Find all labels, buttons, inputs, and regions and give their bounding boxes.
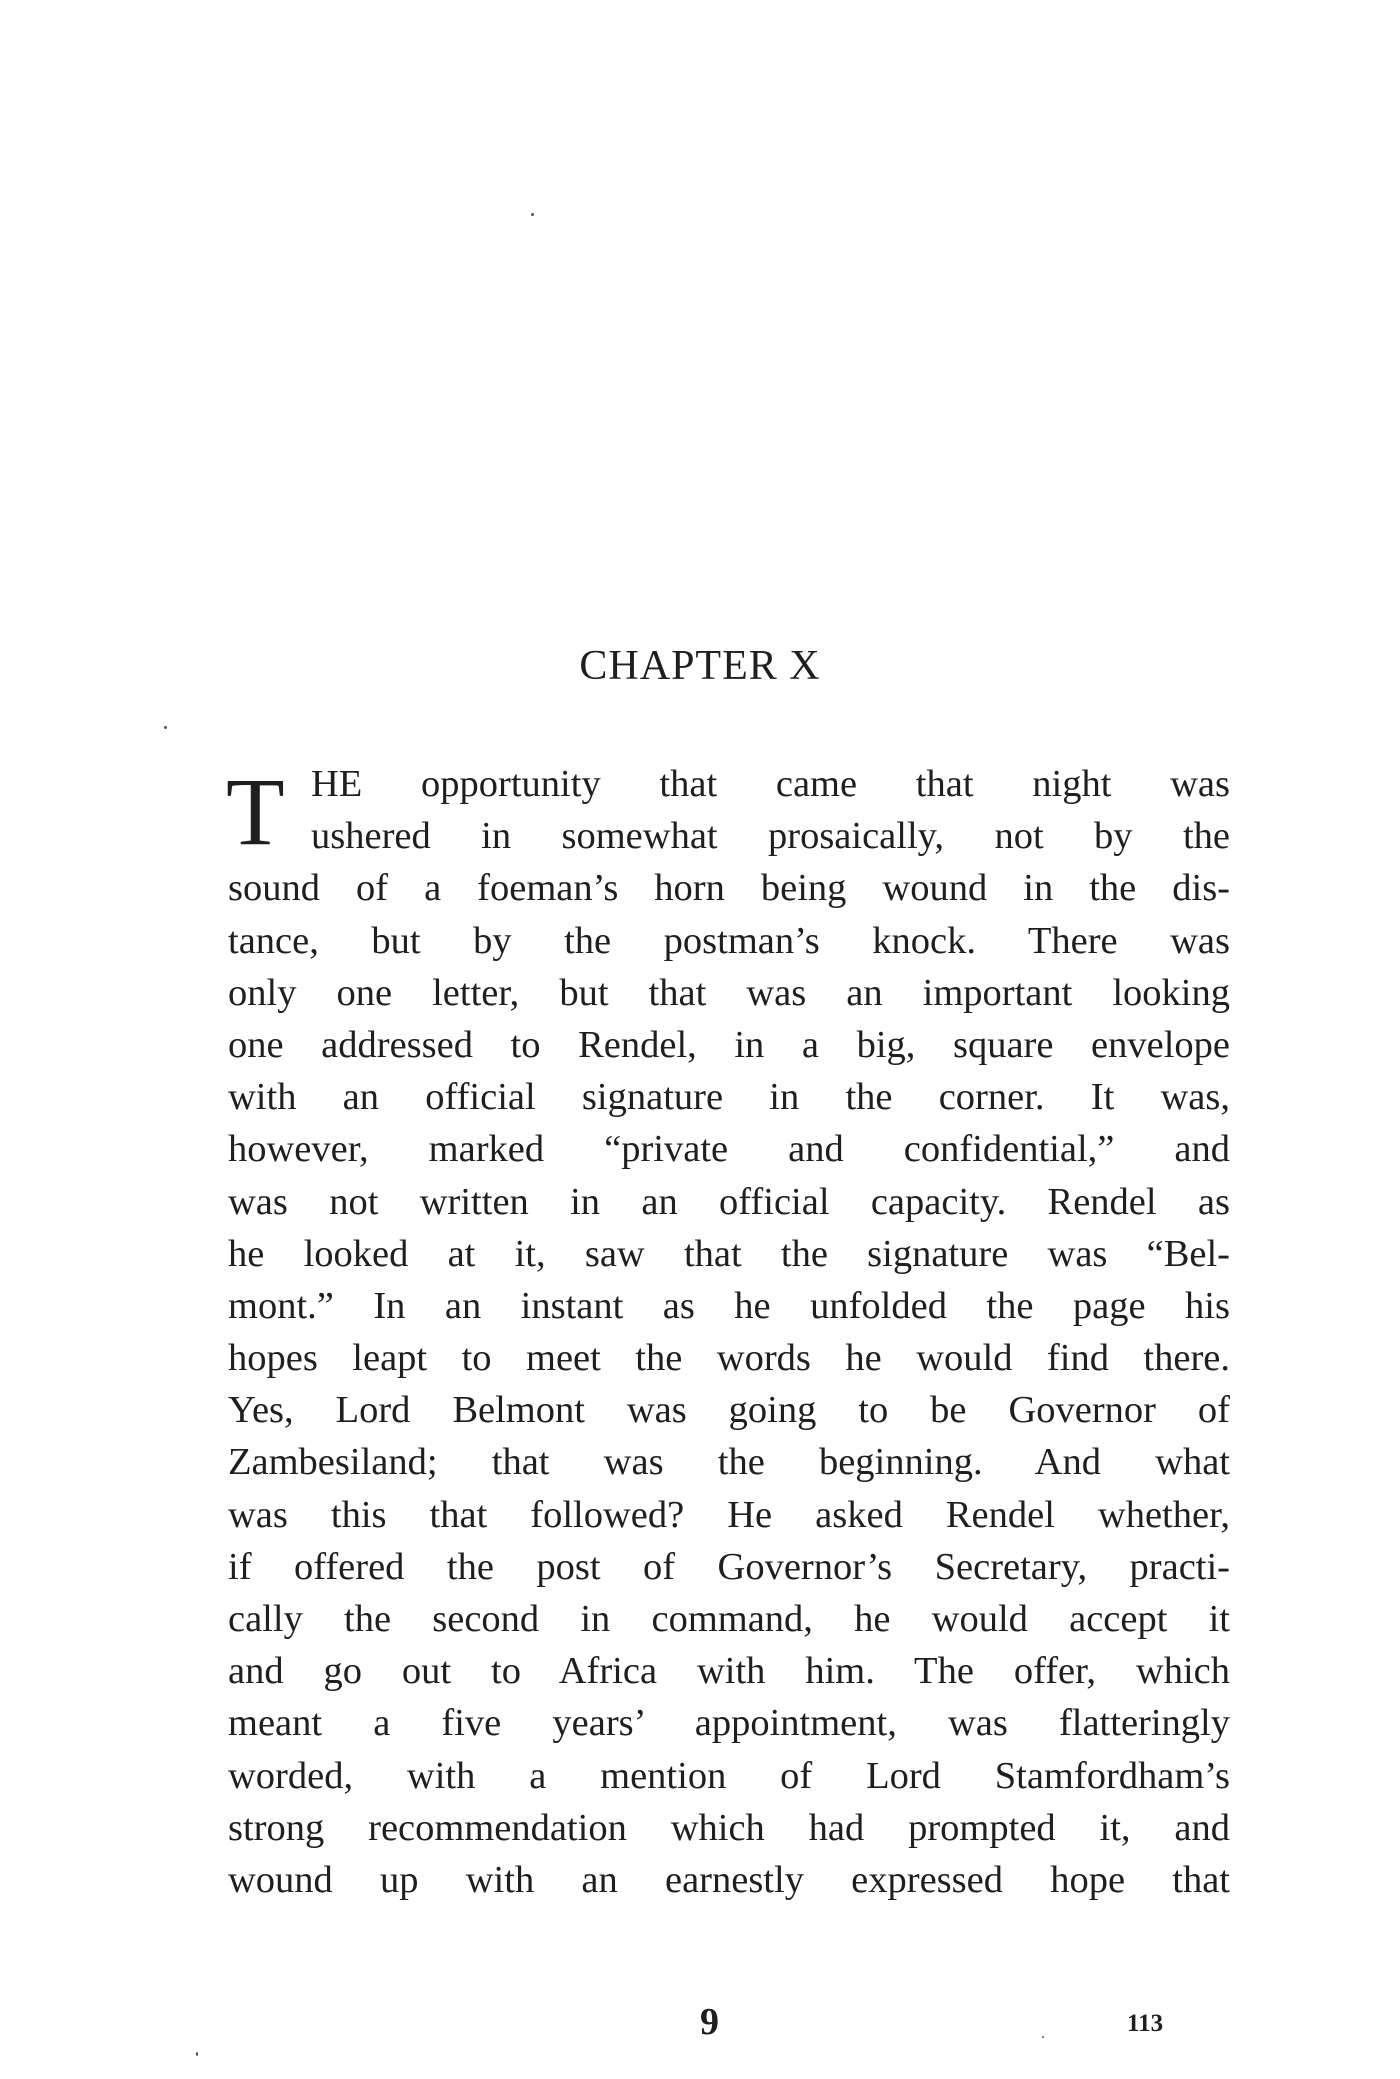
text-line: cally the second in command, he would accept it bbox=[228, 1598, 1230, 1640]
text-line: ushered in somewhat prosaically, not by the bbox=[311, 815, 1230, 858]
chapter-body bbox=[228, 758, 1230, 1906]
text-line: hopes leapt to meet the words he would find there. bbox=[228, 1337, 1230, 1380]
text-line: worded, with a mention of Lord Stamfordham’s bbox=[228, 1754, 1230, 1797]
signature-mark: 9 bbox=[700, 2001, 719, 2043]
text-line: Yes, Lord Belmont was going to be Governor of bbox=[228, 1389, 1230, 1432]
text-line: if offered the post of Governor’s Secretary, practi- bbox=[228, 1545, 1230, 1588]
text-line: strong recommendation which had prompted it, and bbox=[228, 1806, 1230, 1849]
text-line: one addressed to Rendel, in a big, square envelope bbox=[228, 1023, 1230, 1066]
paper-speck bbox=[531, 213, 534, 216]
text-line: he looked at it, saw that the signature was “Bel- bbox=[228, 1232, 1230, 1275]
text-line: with an official signature in the corner. It was, bbox=[228, 1076, 1230, 1119]
text-line: sound of a foeman’s horn being wound in the dis- bbox=[228, 867, 1230, 910]
text-line: HE opportunity that came that night was bbox=[311, 763, 1230, 805]
text-line: was not written in an official capacity. Rendel as bbox=[228, 1180, 1230, 1223]
text-line: Zambesiland; that was the beginning. And what bbox=[228, 1441, 1230, 1484]
text-line: tance, but by the postman’s knock. There was bbox=[228, 919, 1230, 962]
chapter-heading: CHAPTER X bbox=[579, 643, 821, 689]
paper-speck bbox=[196, 2052, 198, 2056]
text-line: wound up with an earnestly expressed hope that bbox=[228, 1858, 1230, 1901]
text-line: only one letter, but that was an important looking bbox=[228, 971, 1230, 1014]
paper-speck bbox=[164, 726, 167, 729]
text-line: meant a five years’ appointment, was flatteringly bbox=[228, 1702, 1230, 1745]
text-line: mont.” In an instant as he unfolded the page his bbox=[228, 1284, 1230, 1327]
text-line: however, marked “private and confidential,” and bbox=[228, 1128, 1230, 1171]
text-line: was this that followed? He asked Rendel whether, bbox=[228, 1493, 1230, 1536]
page-number: 113 bbox=[1127, 2010, 1164, 2037]
text-line: and go out to Africa with him. The offer, which bbox=[228, 1650, 1230, 1693]
paper-speck bbox=[1042, 2036, 1044, 2038]
drop-cap: T bbox=[226, 758, 285, 865]
